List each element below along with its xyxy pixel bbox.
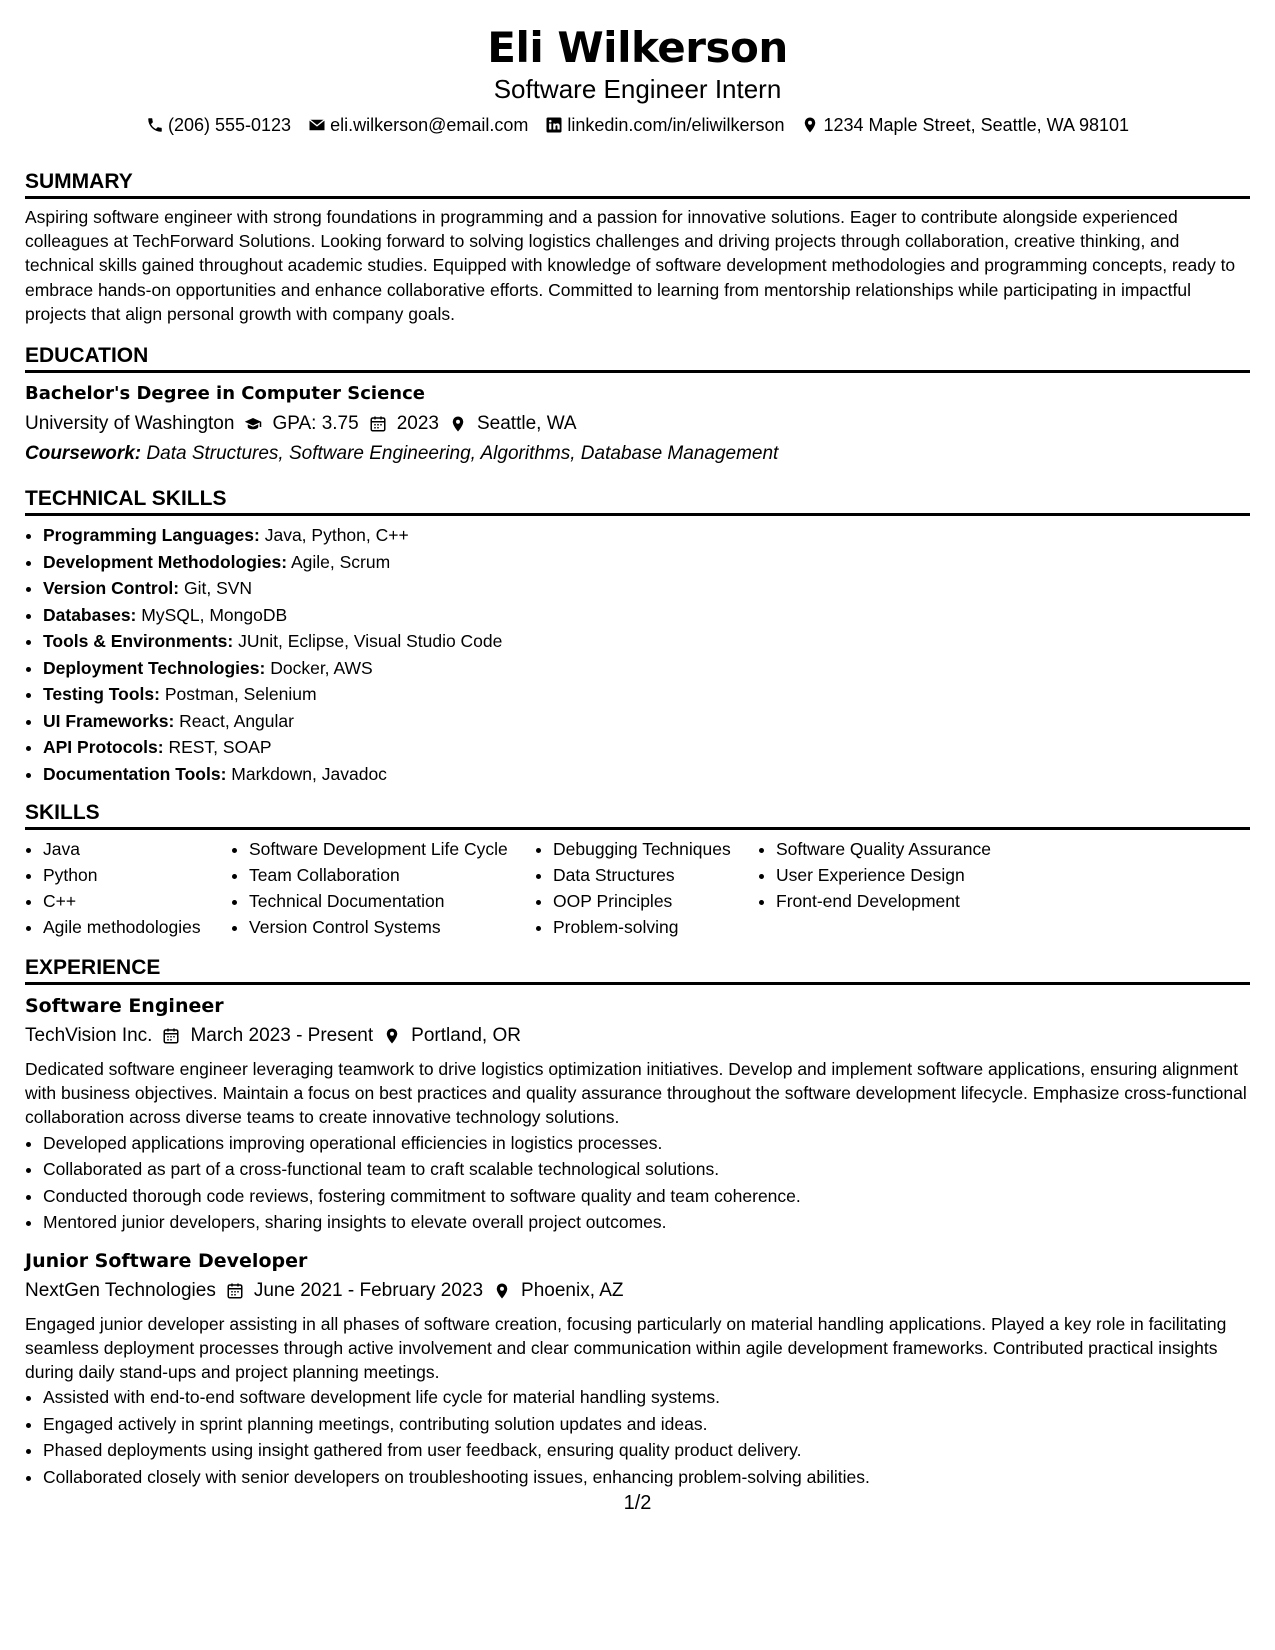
map-pin-icon [801, 116, 819, 134]
education-degree: Bachelor's Degree in Computer Science [25, 383, 425, 405]
calendar-icon [226, 1282, 244, 1300]
list-item: • Collaborated closely with senior developers on troubleshooting issues, enhancing problem-solving abilities. [43, 1464, 1250, 1491]
skill-value: React, Angular [179, 710, 294, 731]
summary-text: Aspiring software engineer with strong foundations in programming and a passion for innovative solutions. Eager to contribute alongside experienced colleagues at TechForward Solutions. Looking forward to solving logistics challenges and driving projects through collaboration, creative thinking, and technical skills gained throughout academic studies. Equipped with knowledge of software development methodologies and programming concepts, ready to embrace hands-on opportunities and enhance collaborative efforts. Committed to learning from mentorship relationships while participating in impactful projects that align personal growth with company goals. [25, 207, 1236, 324]
list-item: • Team Collaboration [249, 862, 535, 888]
technical-skills-list [25, 522, 1250, 787]
list-item: • Software Quality Assurance [776, 836, 1036, 862]
education-year: 2023 [396, 413, 439, 435]
experience-section [25, 954, 1250, 1490]
skill-value: REST, SOAP [168, 737, 272, 758]
skill-label: Documentation Tools: [43, 763, 227, 784]
skills-column [231, 836, 535, 940]
list-item: • Technical Documentation [249, 888, 535, 914]
list-item: • Problem-solving [553, 914, 758, 940]
list-item: • Conducted thorough code reviews, fostering commitment to software quality and team coherence. [43, 1183, 1250, 1210]
map-pin-icon [493, 1282, 511, 1300]
list-item: • OOP Principles [553, 888, 758, 914]
experience-entry [25, 1246, 1250, 1491]
list-item: • Front-end Development [776, 888, 1036, 914]
envelope-icon [308, 116, 326, 134]
skill-value: MySQL, MongoDB [141, 604, 288, 625]
resume-header [25, 22, 1250, 138]
skills-column [758, 836, 1036, 940]
education-coursework [25, 439, 1250, 469]
job-dates: March 2023 - Present [190, 1025, 374, 1047]
coursework-list: Data Structures, Software Engineering, Algorithms, Database Management [146, 443, 779, 465]
list-item [43, 575, 1250, 602]
skill-value: Markdown, Javadoc [231, 763, 387, 784]
job-description: Dedicated software engineer leveraging teamwork to drive logistics optimization initiatives. Develop and implement software applications, ensuring alignment with business objectives. Maintain a focus on best practices and quality assurance throughout the software development lifecycle. Emphasize cross-functional collaboration across diverse teams to create innovative technology solutions. [25, 1059, 1247, 1128]
list-item: • Phased deployments using insight gathered from user feedback, ensuring quality product delivery. [43, 1437, 1250, 1464]
list-item: • Python [43, 862, 231, 888]
skill-label: Version Control: [43, 578, 180, 599]
job-description: Engaged junior developer assisting in all phases of software creation, focusing particularly on material handling applications. Played a key role in facilitating seamless deployment processes through active involvement and clear communication within agile development frameworks. Contributed practical insights during daily stand-ups and project planning meetings. [25, 1313, 1227, 1383]
education-section [25, 342, 1250, 469]
list-item [43, 655, 1250, 682]
candidate-name: Eli Wilkerson [487, 23, 788, 72]
contact-linkedin-text: linkedin.com/in/eliwilkerson [567, 115, 785, 135]
contact-row [25, 112, 1250, 138]
job-location: Portland, OR [411, 1025, 521, 1047]
education-school: University of Washington [25, 413, 235, 435]
list-item: • User Experience Design [776, 862, 1036, 888]
education-meta [25, 409, 1250, 439]
page-number: 1/2 [623, 1492, 652, 1514]
job-dates: June 2021 - February 2023 [253, 1279, 484, 1301]
section-heading: TECHNICAL SKILLS [25, 485, 1250, 516]
calendar-icon [162, 1027, 180, 1045]
skill-label: Development Methodologies: [43, 551, 288, 572]
skill-label: Testing Tools: [43, 684, 160, 705]
contact-phone-text: (206) 555-0123 [167, 115, 292, 135]
map-pin-icon [449, 415, 467, 433]
contact-email[interactable] [308, 112, 528, 138]
contact-phone[interactable] [146, 112, 291, 138]
list-item: • C++ [43, 888, 231, 914]
job-bullets [25, 1384, 1250, 1490]
calendar-icon [369, 415, 387, 433]
list-item [43, 522, 1250, 549]
section-heading: SKILLS [25, 799, 1250, 830]
skill-value: Java, Python, C++ [264, 525, 409, 546]
list-item: • Developed applications improving operational efficiencies in logistics processes. [43, 1130, 1250, 1157]
skill-value: JUnit, Eclipse, Visual Studio Code [238, 631, 503, 652]
skills-column [535, 836, 758, 940]
phone-icon [146, 116, 164, 134]
list-item: • Version Control Systems [249, 914, 535, 940]
job-location: Phoenix, AZ [521, 1279, 624, 1301]
skills-section [25, 799, 1250, 940]
list-item: • Engaged actively in sprint planning meetings, contributing solution updates and ideas. [43, 1411, 1250, 1438]
skill-label: Tools & Environments: [43, 631, 234, 652]
list-item [43, 761, 1250, 788]
list-item: • Collaborated as part of a cross-functional team to craft scalable technological solutions. [43, 1156, 1250, 1183]
skill-label: API Protocols: [43, 737, 164, 758]
education-gpa: GPA: 3.75 [272, 413, 359, 435]
skill-label: Databases: [43, 604, 137, 625]
list-item [43, 734, 1250, 761]
coursework-label: Coursework: [25, 443, 142, 465]
contact-address-text: 1234 Maple Street, Seattle, WA 98101 [823, 115, 1130, 135]
job-company: NextGen Technologies [25, 1279, 216, 1301]
skill-value: Git, SVN [184, 578, 253, 599]
skill-value: Postman, Selenium [164, 684, 317, 705]
skill-label: UI Frameworks: [43, 710, 175, 731]
summary-section [25, 168, 1250, 326]
job-bullets [25, 1130, 1250, 1236]
job-meta [25, 1276, 1250, 1306]
job-company: TechVision Inc. [25, 1025, 153, 1047]
list-item: • Agile methodologies [43, 914, 231, 940]
job-title: Software Engineer [25, 995, 224, 1018]
skill-value: Docker, AWS [270, 657, 373, 678]
list-item [43, 602, 1250, 629]
experience-entry [25, 991, 1250, 1236]
technical-skills-section [25, 485, 1250, 787]
section-heading: EDUCATION [25, 342, 1250, 373]
contact-address [801, 112, 1129, 138]
skill-label: Deployment Technologies: [43, 657, 266, 678]
education-location: Seattle, WA [476, 413, 577, 435]
list-item: • Assisted with end-to-end software development life cycle for material handling systems. [43, 1384, 1250, 1411]
job-meta [25, 1021, 1250, 1051]
skill-label: Programming Languages: [43, 525, 260, 546]
list-item: • Data Structures [553, 862, 758, 888]
list-item: • Debugging Techniques [553, 836, 758, 862]
list-item [43, 628, 1250, 655]
section-heading: SUMMARY [25, 168, 1250, 199]
candidate-title: Software Engineer Intern [493, 74, 782, 104]
contact-linkedin[interactable] [545, 112, 784, 138]
skills-grid [25, 836, 1250, 940]
resume-page [25, 22, 1250, 1490]
list-item: • Software Development Life Cycle [249, 836, 535, 862]
linkedin-icon [545, 116, 563, 134]
list-item: • Java [43, 836, 231, 862]
contact-email-text: eli.wilkerson@email.com [330, 115, 529, 135]
list-item: • Mentored junior developers, sharing insights to elevate overall project outcomes. [43, 1209, 1250, 1236]
list-item [43, 549, 1250, 576]
list-item [43, 681, 1250, 708]
section-heading: EXPERIENCE [25, 954, 1250, 985]
graduation-cap-icon [244, 415, 262, 433]
job-title: Junior Software Developer [25, 1249, 308, 1272]
skills-column [25, 836, 231, 940]
list-item [43, 708, 1250, 735]
map-pin-icon [383, 1027, 401, 1045]
skill-value: Agile, Scrum [290, 551, 391, 572]
